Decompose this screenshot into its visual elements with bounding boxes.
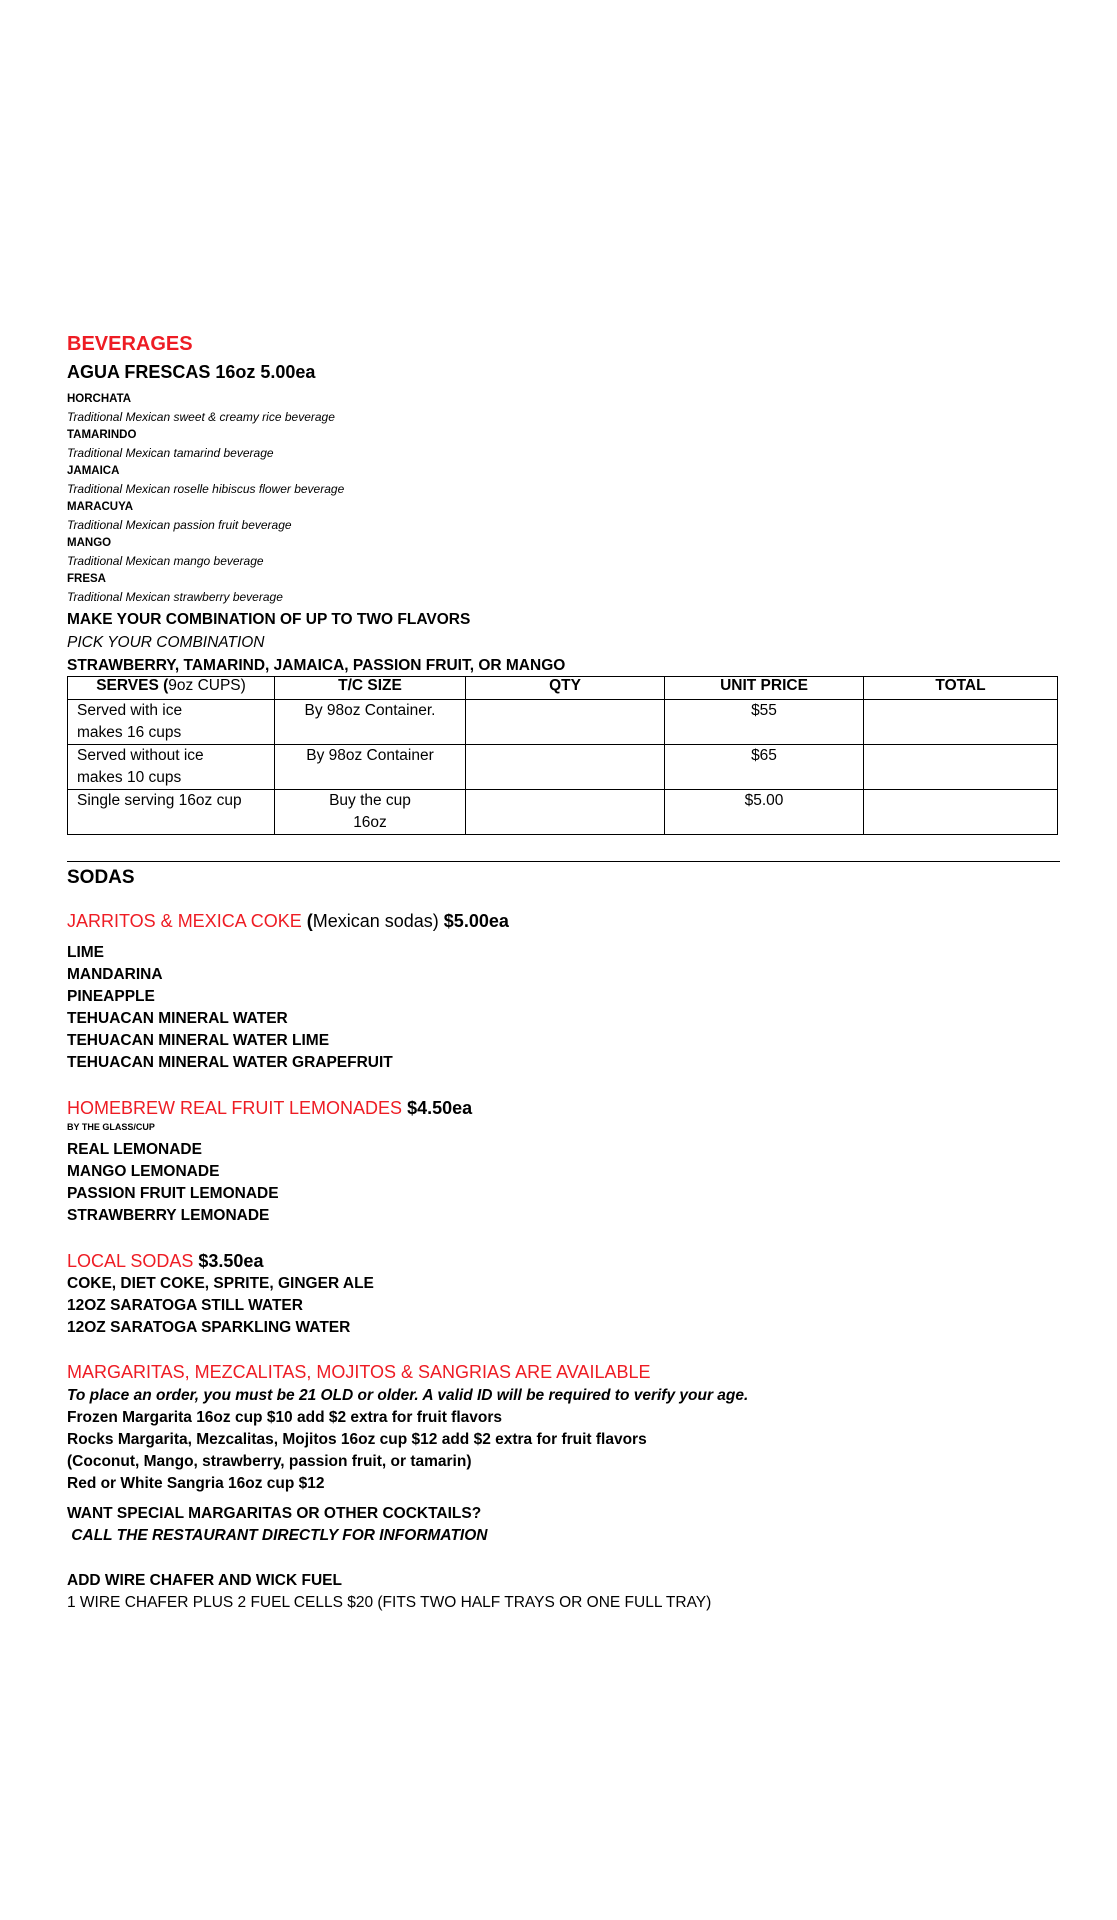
cell-unit-price: $5.00	[665, 790, 864, 835]
header-size: T/C SIZE	[275, 677, 466, 700]
cell-qty	[466, 700, 665, 745]
list-item: PASSION FRUIT LEMONADE	[67, 1185, 279, 1202]
list-item: TEHUACAN MINERAL WATER GRAPEFRUIT	[67, 1054, 393, 1071]
cell-total	[864, 790, 1058, 835]
agua-fresca-price-table	[67, 676, 1058, 835]
lemonades-note: BY THE GLASS/CUP	[67, 1122, 155, 1132]
item-name: MARACUYA	[67, 501, 134, 513]
lemonades-price: $4.50ea	[402, 1098, 473, 1118]
item-name: TAMARINDO	[67, 429, 137, 441]
cell-unit-price: $55	[665, 700, 864, 745]
cell-unit-price: $65	[665, 745, 864, 790]
table-row	[68, 790, 1058, 835]
cocktail-line: Rocks Margarita, Mezcalitas, Mojitos 16oz cup $12 add $2 extra for fruit flavors	[67, 1431, 647, 1448]
list-item: 12OZ SARATOGA SPARKLING WATER	[67, 1319, 351, 1336]
table-row	[68, 700, 1058, 745]
combination-flavors: STRAWBERRY, TAMARIND, JAMAICA, PASSION FRUIT, OR MANGO	[67, 657, 566, 674]
item-description: Traditional Mexican roselle hibiscus flower beverage	[67, 482, 345, 496]
cell-qty	[466, 745, 665, 790]
cell-total	[864, 700, 1058, 745]
header-unit-price: UNIT PRICE	[665, 677, 864, 700]
list-item: 12OZ SARATOGA STILL WATER	[67, 1297, 303, 1314]
call-restaurant: CALL THE RESTAURANT DIRECTLY FOR INFORMATION	[67, 1527, 488, 1544]
table-row	[68, 745, 1058, 790]
item-name: JAMAICA	[67, 465, 120, 477]
local-sodas-heading	[67, 1251, 263, 1272]
cell-qty	[466, 790, 665, 835]
local-sodas-name: LOCAL SODAS	[67, 1251, 194, 1271]
local-sodas-price: $3.50ea	[193, 1251, 264, 1271]
cocktails-heading: MARGARITAS, MEZCALITAS, MOJITOS & SANGRIAS ARE AVAILABLE	[67, 1362, 651, 1382]
cell-size: Buy the cup 16oz	[275, 790, 466, 835]
item-description: Traditional Mexican mango beverage	[67, 554, 264, 568]
chafer-detail: 1 WIRE CHAFER PLUS 2 FUEL CELLS $20 (FITS TWO HALF TRAYS OR ONE FULL TRAY)	[67, 1594, 712, 1611]
beverages-title: BEVERAGES	[67, 333, 193, 355]
cocktail-line: (Coconut, Mango, strawberry, passion fruit, or tamarin)	[67, 1453, 472, 1470]
cocktail-line: Frozen Margarita 16oz cup $10 add $2 extra for fruit flavors	[67, 1409, 502, 1426]
table-header-row	[68, 677, 1058, 700]
item-description: Traditional Mexican tamarind beverage	[67, 446, 274, 460]
item-description: Traditional Mexican strawberry beverage	[67, 590, 283, 604]
header-qty: QTY	[466, 677, 665, 700]
list-item: TEHUACAN MINERAL WATER	[67, 1010, 288, 1027]
list-item: STRAWBERRY LEMONADE	[67, 1207, 270, 1224]
list-item: COKE, DIET COKE, SPRITE, GINGER ALE	[67, 1275, 374, 1292]
cocktail-line: Red or White Sangria 16oz cup $12	[67, 1475, 325, 1492]
lemonades-name: HOMEBREW REAL FRUIT LEMONADES	[67, 1098, 403, 1118]
list-item: MANDARINA	[67, 966, 163, 983]
item-description: Traditional Mexican sweet & creamy rice beverage	[67, 410, 335, 424]
pick-combination: PICK YOUR COMBINATION	[67, 634, 265, 651]
sodas-title: SODAS	[67, 867, 135, 888]
header-serves: SERVES (9oz CUPS)	[68, 677, 275, 700]
cell-size: By 98oz Container	[275, 745, 466, 790]
item-description: Traditional Mexican passion fruit beverage	[67, 518, 292, 532]
list-item: TEHUACAN MINERAL WATER LIME	[67, 1032, 330, 1049]
jarritos-heading	[67, 911, 509, 932]
item-name: HORCHATA	[67, 393, 132, 405]
jarritos-price: $5.00ea	[438, 911, 509, 931]
list-item: LIME	[67, 944, 105, 961]
combination-heading: MAKE YOUR COMBINATION OF UP TO TWO FLAVORS	[67, 611, 471, 628]
item-name: MANGO	[67, 537, 112, 549]
header-total: TOTAL	[864, 677, 1058, 700]
list-item: REAL LEMONADE	[67, 1141, 202, 1158]
jarritos-note: Mexican sodas)	[312, 911, 439, 931]
cell-serves: Served with ice makes 16 cups	[68, 700, 275, 745]
cell-serves: Served without ice makes 10 cups	[68, 745, 275, 790]
jarritos-paren: (	[301, 911, 313, 931]
cell-serves: Single serving 16oz cup	[68, 790, 275, 835]
section-divider	[67, 861, 1060, 862]
jarritos-name: JARRITOS & MEXICA COKE	[67, 911, 302, 931]
cell-total	[864, 745, 1058, 790]
list-item: PINEAPPLE	[67, 988, 155, 1005]
chafer-heading: ADD WIRE CHAFER AND WICK FUEL	[67, 1572, 342, 1589]
cell-size: By 98oz Container.	[275, 700, 466, 745]
item-name: FRESA	[67, 573, 106, 585]
age-notice: To place an order, you must be 21 OLD or older. A valid ID will be required to verify your age.	[67, 1387, 749, 1404]
agua-frescas-heading: AGUA FRESCAS 16oz 5.00ea	[67, 362, 316, 382]
special-question: WANT SPECIAL MARGARITAS OR OTHER COCKTAILS?	[67, 1505, 482, 1522]
list-item: MANGO LEMONADE	[67, 1163, 220, 1180]
lemonades-heading	[67, 1098, 472, 1119]
